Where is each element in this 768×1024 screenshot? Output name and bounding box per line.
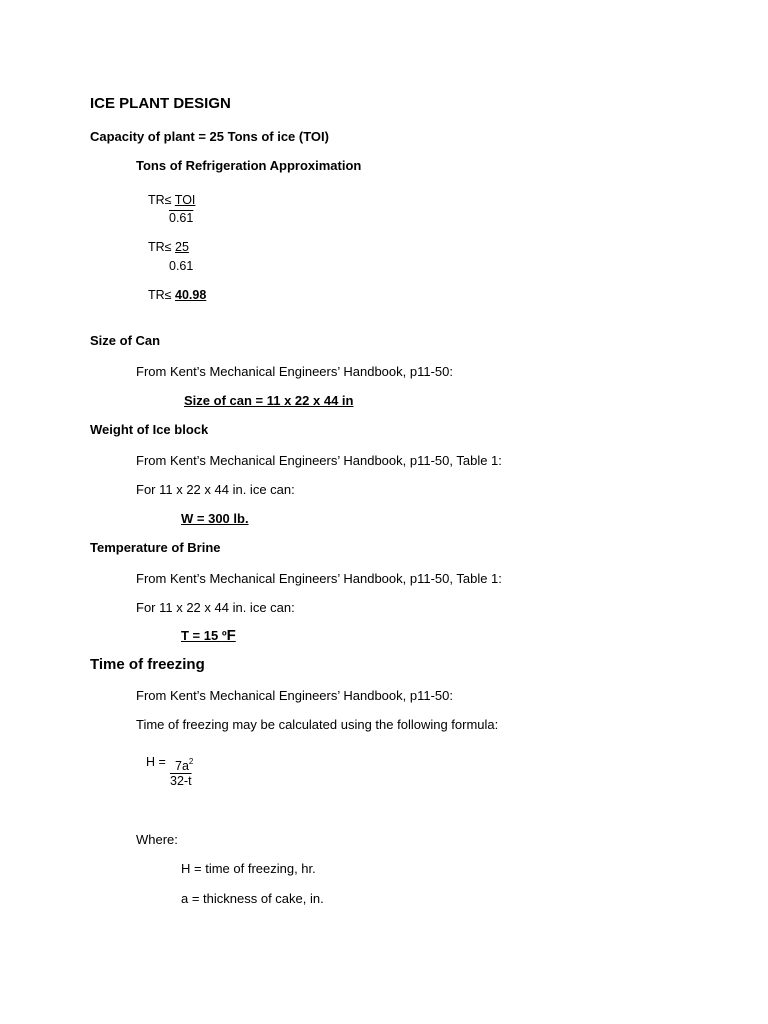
formula-denominator: 32-t — [170, 774, 192, 788]
freezing-heading: Time of freezing — [90, 656, 205, 673]
definition-a: a = thickness of cake, in. — [181, 891, 324, 906]
freezing-source: From Kent’s Mechanical Engineers’ Handbook, p11-50: — [136, 688, 453, 703]
definition-h: H = time of freezing, hr. — [181, 861, 316, 876]
tr-eq3-lhs: TR≤ — [148, 288, 175, 302]
tr-eq2-lhs: TR≤ — [148, 240, 175, 254]
formula-lhs: H = — [146, 755, 166, 769]
size-of-can-heading: Size of Can — [90, 333, 161, 348]
tr-equation-2 — [148, 239, 189, 255]
formula-numerator — [175, 754, 193, 774]
tr-eq1-numerator: TOI — [174, 193, 196, 207]
size-of-can-result: Size of can = 11 x 22 x 44 in — [184, 393, 354, 408]
tr-eq2-denominator: 0.61 — [169, 259, 194, 273]
brine-heading: Temperature of Brine — [90, 540, 221, 555]
size-of-can-source: From Kent’s Mechanical Engineers’ Handbook, p11-50: — [136, 364, 453, 379]
formula-exponent: 2 — [188, 757, 194, 766]
tr-eq1-lhs: TR≤ — [148, 193, 175, 207]
weight-source: From Kent’s Mechanical Engineers’ Handbook, p11-50, Table 1: — [136, 453, 502, 468]
tr-eq2-numerator: 25 — [175, 240, 189, 254]
weight-heading: Weight of Ice block — [90, 422, 209, 437]
brine-source: From Kent’s Mechanical Engineers’ Handbook, p11-50, Table 1: — [136, 571, 502, 586]
tr-equation-3 — [148, 287, 206, 303]
tr-approx-heading: Tons of Refrigeration Approximation — [136, 158, 362, 173]
freezing-formula-intro: Time of freezing may be calculated using the following formula: — [136, 717, 499, 732]
brine-unit: F — [226, 627, 236, 644]
capacity-line: Capacity of plant = 25 Tons of ice (TOI) — [90, 129, 329, 144]
tr-eq1-denominator: 0.61 — [169, 211, 194, 225]
weight-result: W = 300 lb. — [181, 511, 249, 526]
degree-symbol: º — [221, 628, 227, 643]
brine-result-value: T = 15 — [181, 628, 222, 643]
page-title: ICE PLANT DESIGN — [90, 95, 231, 112]
brine-result — [181, 628, 236, 644]
tr-eq3-result: 40.98 — [175, 288, 207, 302]
weight-for: For 11 x 22 x 44 in. ice can: — [136, 482, 295, 497]
where-label: Where: — [136, 832, 178, 847]
brine-for: For 11 x 22 x 44 in. ice can: — [136, 600, 295, 615]
tr-equation-1 — [148, 192, 195, 208]
formula-numerator-base: 7a — [175, 759, 189, 773]
